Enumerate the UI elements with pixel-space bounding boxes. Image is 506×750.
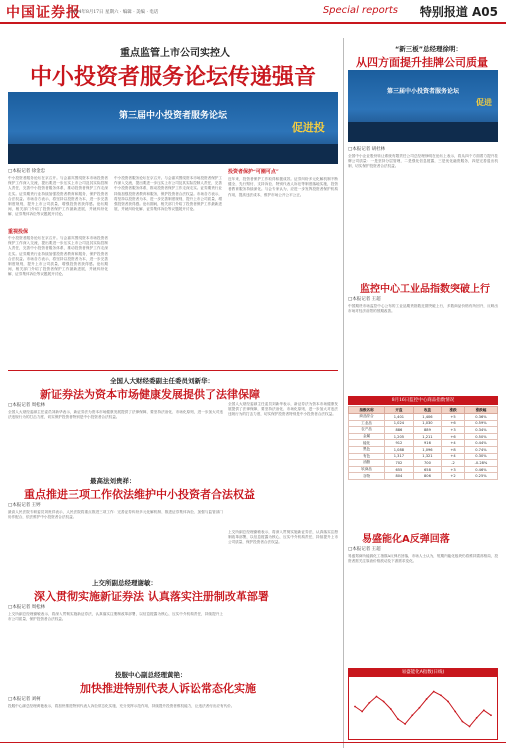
story4-body: 上交所副总经理谢敏表示，将深入贯彻实施新证券法，认真落实注册制改革部署，以信息披露为核心，压实中介机构责任，持续提升上市公司质量，保护投资者合法权益。: [8, 612, 223, 622]
data-point: [483, 709, 485, 711]
side-photo-badge: 促进: [476, 98, 492, 108]
story5-body: 投服中心副总经理黄艳表示，将加快推进特别代表人诉讼常态化实施，充分发挥示范作用，持续提升投资者维权能力，让违法者付出应有代价。: [8, 704, 235, 708]
table-cell: +3: [442, 427, 465, 434]
data-point: [476, 717, 478, 719]
column-divider: [343, 38, 344, 748]
section-title-english: Special reports: [322, 5, 398, 16]
index-table-header: [349, 407, 498, 414]
index-byline: □本报记者 王超: [348, 297, 381, 302]
table-cell: 889: [413, 427, 442, 434]
table-cell: 1,024: [385, 420, 414, 427]
section-title: 特别报道 A05: [419, 5, 498, 19]
table-header-cell: 指数名称: [349, 407, 385, 414]
table-cell: 1,030: [413, 420, 442, 427]
table-header-cell: 涨跌: [442, 407, 465, 414]
series-line: [355, 692, 491, 727]
table-cell: +5: [442, 414, 465, 421]
newspaper-logo: 中国证券报: [6, 5, 81, 21]
index-table-title: 8月16日监控中心商品指数情况: [348, 396, 498, 405]
data-point: [397, 718, 399, 720]
side-photo: [348, 70, 498, 142]
chart-title: 易盛能化A指数(日线): [349, 669, 497, 677]
table-cell: 黑色: [349, 446, 385, 453]
table-header-cell: 收盘: [413, 407, 442, 414]
side-headline: 从四方面提升挂牌公司质量: [356, 56, 488, 69]
table-cell: 1,088: [385, 446, 414, 453]
story3-byline: □本报记者 王婷: [8, 503, 41, 508]
table-cell: 金属: [349, 433, 385, 440]
data-point: [390, 708, 392, 710]
table-cell: 工业品: [349, 420, 385, 427]
table-cell: 700: [413, 460, 442, 467]
chart-container: [348, 668, 498, 740]
data-point: [469, 726, 471, 728]
table-cell: +6: [442, 433, 465, 440]
table-row: [349, 433, 498, 440]
table-cell: +4: [442, 453, 465, 460]
lead-body-col1: 中小投资者服务论坛在京召开。与会嘉宾围绕资本市场投资者保护工作深入交流，提出要进一步压实上市公司及其实际控制人责任，完善中小投资者服务体系，推动投资者保护工作走深走实。证券期货行业持续加强投资者教育和服务，保护投资者合法权益。市场各方表示，将坚持以投资者为本，进一步完善制度规则，提升上市公司质量，增强投资者获得感。论坛期间，相关部门介绍了投资者保护工作最新进展，并就纠纷化解、证券集体诉讼等议题展开讨论。: [8, 176, 108, 217]
table-cell: +3: [442, 466, 465, 473]
table-header-cell: 开盘: [385, 407, 414, 414]
table-cell: 806: [413, 473, 442, 480]
index-table: [348, 406, 498, 480]
table-cell: 916: [413, 440, 442, 447]
table-row: [349, 427, 498, 434]
table-cell: 油脂: [349, 460, 385, 467]
line-chart: [349, 678, 497, 740]
table-cell: 0.30%: [464, 453, 497, 460]
dateline: 2024年8月17日 星期六 · 编辑 · 美编 · 电话: [70, 10, 159, 15]
story3-kicker: 最高法刘贵祥：: [90, 477, 136, 485]
story3-headline: 重点推进三项工作依法维护中小投资者合法权益: [24, 488, 255, 501]
side-stage-area: [348, 122, 498, 142]
lead-body-col1b: 中小投资者服务论坛在京召开。与会嘉宾围绕资本市场投资者保护工作深入交流，提出要进一步压实上市公司及其实际控制人责任，完善中小投资者服务体系，推动投资者保护工作走深走实。证券期货行业持续加强投资者教育和服务，保护投资者合法权益。市场各方表示，将坚持以投资者为本，进一步完善制度规则，提升上市公司质量，增强投资者获得感。论坛期间，相关部门介绍了投资者保护工作最新进展，并就纠纷化解、证券集体诉讼等议题展开讨论。: [8, 236, 108, 277]
lead-body-col2: 中小投资者服务论坛在京召开。与会嘉宾围绕资本市场投资者保护工作深入交流，提出要进一步压实上市公司及其实际控制人责任，完善中小投资者服务体系，推动投资者保护工作走深走实。证券期货行业持续加强投资者教育和服务，保护投资者合法权益。市场各方表示，将坚持以投资者为本，进一步完善制度规则，提升上市公司质量，增强投资者获得感。论坛期间，相关部门介绍了投资者保护工作最新进展，并就纠纷化解、证券集体诉讼等议题展开讨论。: [114, 176, 222, 212]
table-cell: +8: [442, 446, 465, 453]
data-point: [419, 707, 421, 709]
story5-byline: □本报记者 刘柯: [8, 697, 41, 702]
story4-body-col2: 上交所副总经理谢敏表示，将深入贯彻实施新证券法，认真落实注册制改革部署，以信息披露为核心，压实中介机构责任，持续提升上市公司质量，保护投资者合法权益。: [228, 530, 338, 545]
data-point: [426, 698, 428, 700]
lead-byline: □本报记者 徐金忠: [8, 169, 46, 174]
table-cell: 886: [385, 427, 414, 434]
table-cell: +4: [442, 440, 465, 447]
index-body: 中国期货市场监控中心公布的工业品期货指数近期突破上行，多数商品价格有所回升，反映出市场对经济前景的预期改善。: [348, 304, 498, 314]
lead-photo: [8, 92, 338, 164]
data-point: [368, 702, 370, 704]
data-point: [411, 714, 413, 716]
data-point: [404, 723, 406, 725]
story5-kicker: 投服中心副总经理黄艳：: [115, 671, 187, 679]
table-cell: 1,205: [385, 433, 414, 440]
table-cell: 912: [385, 440, 414, 447]
table-row: [349, 453, 498, 460]
table-cell: 702: [385, 460, 414, 467]
story3-body: 最高人民法院专职委员刘贵祥表示，人民法院将重点推进三项工作：完善证券纠纷多元化解机制、推进证券集体诉讼、加强与监管部门协作配合，依法维护中小投资者合法权益。: [8, 510, 223, 520]
table-cell: 1,211: [413, 433, 442, 440]
table-cell: 农产品: [349, 427, 385, 434]
lead-kicker: 重点监管上市公司实控人: [120, 48, 230, 59]
table-cell: -0.28%: [464, 460, 497, 467]
data-point: [454, 711, 456, 713]
table-row: [349, 473, 498, 480]
table-cell: 0.36%: [464, 414, 497, 421]
investor-body: 近年来，投资者保护工作取得积极成效。证券纠纷多元化解机制不断健全，先行赔付、支持诉讼、特别代表人诉讼等制度落地实施，投资者教育服务持续深化。与会专家认为，应进一步发挥投资者保护机构作用，提高违法成本，维护市场公开公平公正。: [228, 177, 338, 197]
lead-headline: 中小投资者服务论坛传递强音: [30, 65, 317, 90]
story4-kicker: 上交所副总经理谢敏：: [92, 579, 157, 587]
story4-headline: 深入贯彻实施新证券法 认真落实注册制改革部署: [34, 590, 269, 603]
table-cell: 804: [385, 473, 414, 480]
table-cell: 商品综合: [349, 414, 385, 421]
story2-body-col2: 全国人大财经委副主任委员刘新华表示，新证券法为资本市场健康发展提供了法律保障，要坚持法治化、市场化原则，进一步加大对违法违规行为的打击力度，切实保护投资者特别是中小投资者合法权益。: [228, 402, 338, 417]
investor-subhead: 投资者保护“可圈可点”: [228, 169, 279, 175]
table-cell: 1,321: [413, 453, 442, 460]
table-cell: 谷物: [349, 473, 385, 480]
index-headline: 监控中心工业品指数突破上行: [360, 284, 490, 295]
table-cell: 1,096: [413, 446, 442, 453]
data-point: [354, 706, 356, 708]
table-cell: 0.25%: [464, 473, 497, 480]
story2-body: 全国人大财经委副主任委员刘新华表示，新证券法为资本市场健康发展提供了法律保障，要坚持法治化、市场化原则，进一步加大对违法违规行为的打击力度，切实保护投资者特别是中小投资者合法权益。: [8, 410, 223, 420]
table-header-cell: 涨跌幅: [464, 407, 497, 414]
story4-byline: □本报记者 周松林: [8, 605, 46, 610]
table-cell: 0.34%: [464, 427, 497, 434]
data-point: [490, 714, 492, 716]
masthead: [0, 0, 506, 24]
data-point: [376, 696, 378, 698]
table-cell: 有色: [349, 453, 385, 460]
table-cell: 0.50%: [464, 433, 497, 440]
table-row: [349, 414, 498, 421]
table-row: [349, 466, 498, 473]
side-byline: □本报记者 胡杜林: [348, 147, 386, 152]
table-cell: 0.74%: [464, 446, 497, 453]
section-rule: [8, 370, 338, 371]
table-cell: 658: [413, 466, 442, 473]
table-row: [349, 446, 498, 453]
table-cell: 655: [385, 466, 414, 473]
side-photo-banner: 第三届中小投资者服务论坛: [386, 87, 459, 95]
table-cell: 1,401: [385, 414, 414, 421]
energy-body: 易盛郑商所能源化工指数A反弹后回落，市场人士认为，短期内能化板块仍将维持震荡格局，投资者需关注原油价格波动及下游需求变化。: [348, 554, 498, 564]
photo-banner: 第三届中小投资者服务论坛: [118, 110, 227, 121]
table-cell: 1,317: [385, 453, 414, 460]
data-point: [447, 701, 449, 703]
table-cell: 能化: [349, 440, 385, 447]
lead-subhead-1: 重视投保: [8, 229, 29, 235]
side-body: 全国中小企业股份转让系统有限责任公司总经理徐明在论坛上表示，将从四个方面着力提升挂牌公司质量：一是坚持分层管理，二是强化信息披露，三是优化融资服务，四是完善退出机制，切实保护投资者合法权益。: [348, 154, 498, 169]
data-point: [433, 691, 435, 693]
table-cell: 0.59%: [464, 420, 497, 427]
story2-headline: 新证券法为资本市场健康发展提供了法律保障: [40, 388, 260, 401]
table-cell: +6: [442, 420, 465, 427]
side-kicker: “新三板”总经理徐明：: [395, 45, 463, 53]
table-cell: 0.46%: [464, 466, 497, 473]
story2-kicker: 全国人大财经委副主任委员刘新华：: [110, 377, 214, 385]
page-footer: [0, 742, 506, 750]
photo-badge: 促进投: [291, 121, 325, 135]
story2-byline: □本报记者 周松林: [8, 403, 46, 408]
energy-byline: □本报记者 王超: [348, 547, 381, 552]
table-row: [349, 440, 498, 447]
table-cell: 1,406: [413, 414, 442, 421]
table-cell: 软商品: [349, 466, 385, 473]
energy-headline: 易盛能化A反弹回落: [362, 534, 450, 545]
data-point: [461, 721, 463, 723]
data-point: [383, 701, 385, 703]
table-row: [349, 420, 498, 427]
stage-area: [8, 144, 338, 164]
table-cell: -2: [442, 460, 465, 467]
data-point: [361, 711, 363, 713]
table-cell: +2: [442, 473, 465, 480]
table-row: [349, 460, 498, 467]
story5-headline: 加快推进特别代表人诉讼常态化实施: [80, 682, 256, 695]
table-cell: 0.44%: [464, 440, 497, 447]
data-point: [440, 694, 442, 696]
